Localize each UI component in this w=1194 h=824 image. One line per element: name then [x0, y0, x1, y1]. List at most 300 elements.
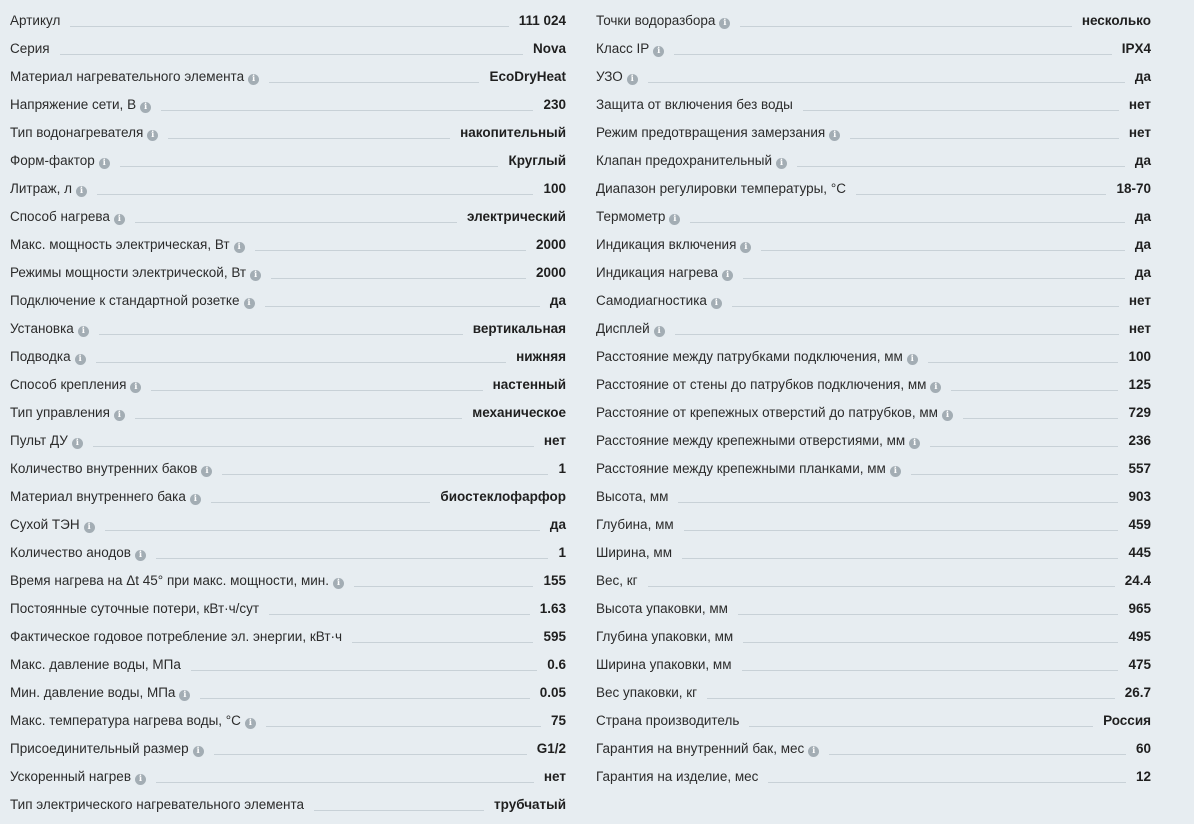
spec-name-label: Глубина упаковки, мм [596, 629, 734, 644]
spec-row [10, 398, 566, 426]
leader-line [707, 698, 1115, 699]
spec-row [596, 734, 1151, 762]
spec-name-label: Защита от включения без воды [596, 97, 793, 112]
leader-line [856, 194, 1107, 195]
leader-line [768, 782, 1126, 783]
leader-line [255, 250, 526, 251]
spec-row [596, 370, 1151, 398]
spec-row [596, 398, 1151, 426]
spec-name [596, 349, 918, 370]
info-icon[interactable]: i [907, 354, 918, 365]
spec-row [10, 734, 566, 762]
spec-name [596, 125, 840, 146]
spec-value: 459 [1128, 517, 1151, 532]
spec-value: нет [1128, 97, 1151, 112]
spec-name-label: Точки водоразбора [596, 13, 716, 28]
spec-name [10, 293, 255, 314]
spec-name-label: Высота упаковки, мм [596, 601, 728, 616]
info-icon[interactable]: i [829, 130, 840, 141]
spec-row [10, 34, 566, 62]
spec-name [10, 41, 50, 62]
spec-value: 445 [1128, 545, 1151, 560]
spec-row [10, 454, 566, 482]
specs-column-left [10, 6, 566, 818]
spec-name-label: Индикация нагрева [596, 265, 719, 280]
spec-name [596, 433, 920, 454]
spec-row [10, 118, 566, 146]
leader-line [135, 418, 462, 419]
spec-name-label: Количество внутренних баков [10, 461, 198, 476]
spec-name [596, 741, 819, 762]
info-icon[interactable]: i [135, 550, 146, 561]
spec-row [596, 482, 1151, 510]
spec-value: нет [1128, 321, 1151, 336]
spec-row [10, 6, 566, 34]
info-icon[interactable]: i [890, 466, 901, 477]
leader-line [156, 782, 534, 783]
spec-row [10, 230, 566, 258]
leader-line [314, 810, 484, 811]
info-icon[interactable]: i [248, 74, 259, 85]
leader-line [266, 726, 541, 727]
spec-value: 729 [1128, 405, 1151, 420]
spec-name-label: Форм-фактор [10, 153, 95, 168]
info-icon[interactable]: i [776, 158, 787, 169]
spec-name-label: Серия [10, 41, 50, 56]
spec-value: нет [543, 769, 566, 784]
spec-name [10, 209, 125, 230]
info-icon[interactable]: i [190, 494, 201, 505]
info-icon[interactable]: i [711, 298, 722, 309]
info-icon[interactable]: i [244, 298, 255, 309]
spec-row [596, 426, 1151, 454]
leader-line [648, 586, 1115, 587]
leader-line [803, 110, 1119, 111]
spec-value: 903 [1128, 489, 1151, 504]
info-icon[interactable]: i [84, 522, 95, 533]
spec-name [10, 237, 245, 258]
spec-name-label: Клапан предохранительный [596, 153, 773, 168]
leader-line [738, 614, 1119, 615]
spec-name-label: Класс IP [596, 41, 650, 56]
spec-value: да [1134, 209, 1151, 224]
spec-value: 557 [1128, 461, 1151, 476]
leader-line [168, 138, 450, 139]
spec-row [596, 90, 1151, 118]
spec-row [10, 314, 566, 342]
info-icon[interactable]: i [654, 326, 665, 337]
spec-name [596, 209, 680, 230]
info-icon[interactable]: i [75, 354, 86, 365]
spec-row [596, 118, 1151, 146]
leader-line [156, 558, 549, 559]
spec-name-label: Режим предотвращения замерзания [596, 125, 826, 140]
spec-name [596, 321, 665, 342]
spec-name-label: Подводка [10, 349, 71, 364]
info-icon[interactable]: i [114, 410, 125, 421]
info-icon[interactable]: i [234, 242, 245, 253]
spec-row [10, 202, 566, 230]
spec-value: нет [1128, 293, 1151, 308]
spec-value: G1/2 [536, 741, 566, 756]
spec-value: 111 024 [518, 13, 566, 28]
spec-value: 26.7 [1124, 685, 1151, 700]
spec-name-label: Литраж, л [10, 181, 73, 196]
info-icon[interactable]: i [179, 690, 190, 701]
spec-name-label: Вес, кг [596, 573, 638, 588]
leader-line [352, 642, 533, 643]
leader-line [732, 306, 1119, 307]
spec-value: 60 [1135, 741, 1151, 756]
spec-name-label: Напряжение сети, В [10, 97, 137, 112]
spec-name [10, 769, 146, 790]
spec-value: 230 [543, 97, 566, 112]
spec-row [596, 6, 1151, 34]
info-icon[interactable]: i [201, 466, 212, 477]
spec-row [596, 286, 1151, 314]
spec-name-label: Постоянные суточные потери, кВт·ч/сут [10, 601, 260, 616]
info-icon[interactable]: i [76, 186, 87, 197]
leader-line [60, 54, 523, 55]
info-icon[interactable]: i [193, 746, 204, 757]
leader-line [743, 642, 1118, 643]
spec-value: 595 [543, 629, 566, 644]
spec-name-label: Макс. мощность электрическая, Вт [10, 237, 230, 252]
spec-value: Россия [1103, 713, 1151, 728]
spec-value: 100 [1128, 349, 1151, 364]
spec-value: электрический [467, 209, 566, 224]
spec-name-label: Вес упаковки, кг [596, 685, 698, 700]
leader-line [269, 614, 530, 615]
info-icon[interactable]: i [135, 774, 146, 785]
spec-row [596, 146, 1151, 174]
spec-row [596, 202, 1151, 230]
leader-line [743, 278, 1125, 279]
spec-name-label: Режимы мощности электрической, Вт [10, 265, 247, 280]
spec-name [596, 517, 674, 538]
spec-row [596, 454, 1151, 482]
leader-line [151, 390, 482, 391]
info-icon[interactable]: i [333, 578, 344, 589]
leader-line [161, 110, 533, 111]
leader-line [850, 138, 1119, 139]
spec-row [596, 762, 1151, 790]
spec-value: да [549, 293, 566, 308]
spec-row [10, 258, 566, 286]
leader-line [690, 222, 1125, 223]
spec-name-label: Термометр [596, 209, 666, 224]
leader-line [222, 474, 548, 475]
info-icon[interactable]: i [114, 214, 125, 225]
spec-name-label: Пульт ДУ [10, 433, 68, 448]
leader-line [271, 278, 526, 279]
info-icon[interactable]: i [722, 270, 733, 281]
spec-value: EcoDryHeat [489, 69, 566, 84]
spec-name-label: Расстояние между патрубками подключения, мм [596, 349, 903, 364]
spec-name-label: Расстояние между крепежными планками, мм [596, 461, 886, 476]
spec-row [596, 594, 1151, 622]
spec-value: вертикальная [472, 321, 566, 336]
spec-name [10, 545, 146, 566]
spec-row [596, 706, 1151, 734]
leader-line [675, 334, 1119, 335]
spec-name [10, 489, 201, 510]
spec-row [596, 174, 1151, 202]
leader-line [354, 586, 533, 587]
spec-name-label: Макс. температура нагрева воды, °С [10, 713, 241, 728]
info-icon[interactable]: i [99, 158, 110, 169]
info-icon[interactable]: i [627, 74, 638, 85]
spec-name [596, 713, 739, 734]
spec-value: IPX4 [1121, 41, 1151, 56]
spec-name-label: Индикация включения [596, 237, 737, 252]
leader-line [200, 698, 529, 699]
spec-row [10, 566, 566, 594]
info-icon[interactable]: i [719, 18, 730, 29]
spec-name-label: Материал нагревательного элемента [10, 69, 245, 84]
leader-line [684, 530, 1119, 531]
leader-line [105, 530, 540, 531]
spec-name-label: Тип управления [10, 405, 110, 420]
spec-row [10, 62, 566, 90]
spec-row [596, 34, 1151, 62]
leader-line [911, 474, 1119, 475]
spec-value: механическое [472, 405, 566, 420]
spec-name [596, 265, 733, 286]
spec-row [596, 678, 1151, 706]
spec-row [596, 650, 1151, 678]
spec-name [10, 265, 261, 286]
spec-name-label: Глубина, мм [596, 517, 674, 532]
spec-value: 0.6 [547, 657, 566, 672]
spec-name [10, 433, 83, 454]
leader-line [928, 362, 1119, 363]
spec-value: нет [1128, 125, 1151, 140]
spec-name-label: Время нагрева на Δt 45° при макс. мощности, мин. [10, 573, 330, 588]
spec-row [10, 146, 566, 174]
spec-name [596, 461, 901, 482]
info-icon[interactable]: i [250, 270, 261, 281]
spec-name-label: Ускоренный нагрев [10, 769, 131, 784]
spec-name-label: Самодиагностика [596, 293, 707, 308]
info-icon[interactable]: i [653, 46, 664, 57]
spec-value: 24.4 [1124, 573, 1151, 588]
spec-row [10, 762, 566, 790]
spec-name-label: Диапазон регулировки температуры, °С [596, 181, 846, 196]
spec-name [10, 181, 87, 202]
leader-line [191, 670, 537, 671]
spec-name [596, 685, 697, 706]
spec-name [10, 573, 344, 594]
spec-value: несколько [1081, 13, 1151, 28]
spec-value: 18-70 [1116, 181, 1151, 196]
info-icon[interactable]: i [930, 382, 941, 393]
spec-name-label: Способ нагрева [10, 209, 110, 224]
leader-line [930, 446, 1118, 447]
spec-value: 475 [1128, 657, 1151, 672]
leader-line [674, 54, 1111, 55]
spec-name-label: Расстояние от стены до патрубков подключения, мм [596, 377, 927, 392]
leader-line [963, 418, 1119, 419]
spec-value: Nova [532, 41, 566, 56]
spec-name [596, 601, 728, 622]
spec-row [10, 650, 566, 678]
spec-row [596, 230, 1151, 258]
spec-name [10, 377, 141, 398]
spec-name-label: Материал внутреннего бака [10, 489, 186, 504]
spec-name [596, 237, 751, 258]
spec-name [596, 293, 722, 314]
spec-name-label: Ширина упаковки, мм [596, 657, 732, 672]
leader-line [93, 446, 534, 447]
spec-value: 236 [1128, 433, 1151, 448]
spec-row [10, 426, 566, 454]
spec-name-label: Способ крепления [10, 377, 127, 392]
spec-row [10, 510, 566, 538]
spec-value: 12 [1135, 769, 1151, 784]
spec-row [10, 370, 566, 398]
spec-value: 495 [1128, 629, 1151, 644]
spec-name-label: Фактическое годовое потребление эл. энергии, кВт·ч [10, 629, 343, 644]
leader-line [120, 166, 499, 167]
leader-line [682, 558, 1118, 559]
spec-name [10, 741, 204, 762]
info-icon[interactable]: i [942, 410, 953, 421]
spec-name [596, 629, 733, 650]
leader-line [99, 334, 463, 335]
spec-name [10, 517, 95, 538]
leader-line [951, 390, 1118, 391]
spec-name-label: Присоединительный размер [10, 741, 189, 756]
spec-name-label: Тип водонагревателя [10, 125, 144, 140]
info-icon[interactable]: i [78, 326, 89, 337]
spec-value: 1.63 [539, 601, 566, 616]
info-icon[interactable]: i [130, 382, 141, 393]
spec-name-label: Сухой ТЭН [10, 517, 80, 532]
spec-row [596, 566, 1151, 594]
specs-column-right [596, 6, 1151, 790]
spec-row [10, 174, 566, 202]
spec-name-label: Подключение к стандартной розетке [10, 293, 240, 308]
spec-name [596, 181, 846, 202]
info-icon[interactable]: i [740, 242, 751, 253]
spec-value: настенный [492, 377, 566, 392]
spec-row [10, 482, 566, 510]
spec-value: да [1134, 69, 1151, 84]
leader-line [742, 670, 1119, 671]
spec-name-label: Макс. давление воды, МПа [10, 657, 181, 672]
spec-value: да [1134, 237, 1151, 252]
leader-line [269, 82, 479, 83]
spec-name [10, 349, 86, 370]
spec-name [596, 153, 787, 174]
info-icon[interactable]: i [909, 438, 920, 449]
spec-row [10, 594, 566, 622]
spec-name-label: Артикул [10, 13, 61, 28]
spec-value: нижняя [516, 349, 566, 364]
info-icon[interactable]: i [808, 746, 819, 757]
spec-name [596, 97, 793, 118]
leader-line [135, 222, 457, 223]
spec-row [10, 622, 566, 650]
spec-name [10, 629, 342, 650]
leader-line [96, 362, 506, 363]
spec-value: Круглый [508, 153, 566, 168]
leader-line [97, 194, 533, 195]
spec-value: биостеклофарфор [440, 489, 566, 504]
spec-value: 75 [550, 713, 566, 728]
spec-name [596, 405, 953, 426]
spec-name [596, 657, 732, 678]
info-icon[interactable]: i [72, 438, 83, 449]
spec-value: да [1134, 153, 1151, 168]
spec-row [10, 90, 566, 118]
leader-line [829, 754, 1126, 755]
spec-name-label: Тип электрического нагревательного элемента [10, 797, 305, 812]
spec-value: 125 [1128, 377, 1151, 392]
spec-name [10, 657, 181, 678]
leader-line [265, 306, 540, 307]
info-icon[interactable]: i [245, 718, 256, 729]
spec-row [596, 622, 1151, 650]
spec-value: да [1134, 265, 1151, 280]
spec-value: 100 [543, 181, 566, 196]
spec-row [10, 538, 566, 566]
spec-name-label: Страна производитель [596, 713, 740, 728]
leader-line [740, 26, 1071, 27]
spec-name [596, 545, 672, 566]
spec-value: 1 [558, 545, 566, 560]
spec-row [10, 706, 566, 734]
spec-name [596, 769, 758, 790]
spec-row [10, 790, 566, 818]
spec-row [596, 538, 1151, 566]
spec-name-label: Гарантия на изделие, мес [596, 769, 759, 784]
spec-name [596, 573, 638, 594]
spec-name [596, 13, 730, 34]
leader-line [70, 26, 508, 27]
spec-value: нет [543, 433, 566, 448]
spec-name [10, 321, 89, 342]
spec-row [596, 510, 1151, 538]
spec-row [10, 678, 566, 706]
spec-name [10, 153, 110, 174]
spec-row [10, 286, 566, 314]
leader-line [214, 754, 527, 755]
info-icon[interactable]: i [140, 102, 151, 113]
spec-value: 2000 [535, 237, 566, 252]
spec-name [596, 377, 941, 398]
leader-line [648, 82, 1125, 83]
info-icon[interactable]: i [669, 214, 680, 225]
leader-line [678, 502, 1118, 503]
spec-name-label: Количество анодов [10, 545, 131, 560]
info-icon[interactable]: i [147, 130, 158, 141]
spec-name [10, 97, 151, 118]
spec-name [10, 69, 259, 90]
spec-name [596, 41, 664, 62]
spec-name [596, 489, 668, 510]
spec-value: накопительный [460, 125, 566, 140]
leader-line [761, 250, 1125, 251]
spec-name [10, 405, 125, 426]
spec-name [10, 13, 60, 34]
spec-name-label: Высота, мм [596, 489, 669, 504]
spec-value: 0.05 [539, 685, 566, 700]
spec-name-label: Дисплей [596, 321, 650, 336]
spec-name [10, 685, 190, 706]
leader-line [749, 726, 1093, 727]
